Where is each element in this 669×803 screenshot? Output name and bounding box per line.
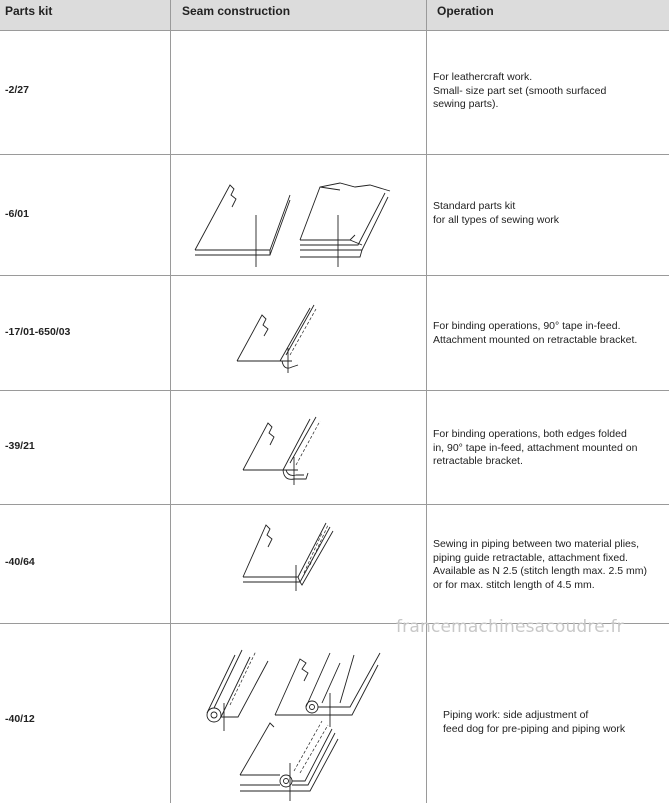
operation-text: Piping work: side adjustment of feed dog for pre-piping and piping work (443, 709, 626, 735)
operation-text: Sewing in piping between two material plies, piping guide retractable, attachment fixed. Available as N 2.5 (stitch length max. 2.5 mm) or for max. stitch length of 4.5 mm. (433, 538, 647, 591)
column-divider (170, 0, 171, 803)
parts-kit-label: -2/27 (5, 84, 29, 96)
seam-diagram-binding (232, 303, 332, 373)
parts-kit-label: -40/12 (5, 713, 35, 725)
seam-diagram-plain (190, 175, 410, 270)
header-seam-construction: Seam construction (182, 4, 291, 18)
parts-kit-label: -17/01-650/03 (5, 326, 71, 338)
seam-diagram-piping-insert (238, 515, 338, 593)
row-divider (0, 390, 669, 391)
operation-text: For binding operations, 90° tape in-feed. Attachment mounted on retractable bracket. (433, 320, 638, 346)
column-divider (426, 0, 427, 803)
row-divider (0, 504, 669, 505)
row-divider (0, 275, 669, 276)
table-header (0, 0, 669, 31)
operation-text: For leathercraft work. Small- size part set (smooth surfaced sewing parts). (433, 71, 607, 110)
header-operation: Operation (437, 4, 494, 18)
seam-diagram-double-fold-binding (238, 415, 333, 487)
row-divider (0, 154, 669, 155)
parts-kit-label: -6/01 (5, 208, 29, 220)
seam-diagram-piping-work (190, 645, 390, 803)
operation-text: Standard parts kit for all types of sewing work (433, 200, 560, 226)
watermark-text: francemachinesacoudre.fr (396, 617, 624, 637)
header-parts-kit: Parts kit (5, 4, 53, 18)
parts-kit-label: -39/21 (5, 440, 35, 452)
operation-text: For binding operations, both edges folded in, 90° tape in-feed, attachment mounted on retractable bracket. (433, 428, 638, 467)
parts-kit-label: -40/64 (5, 556, 35, 568)
